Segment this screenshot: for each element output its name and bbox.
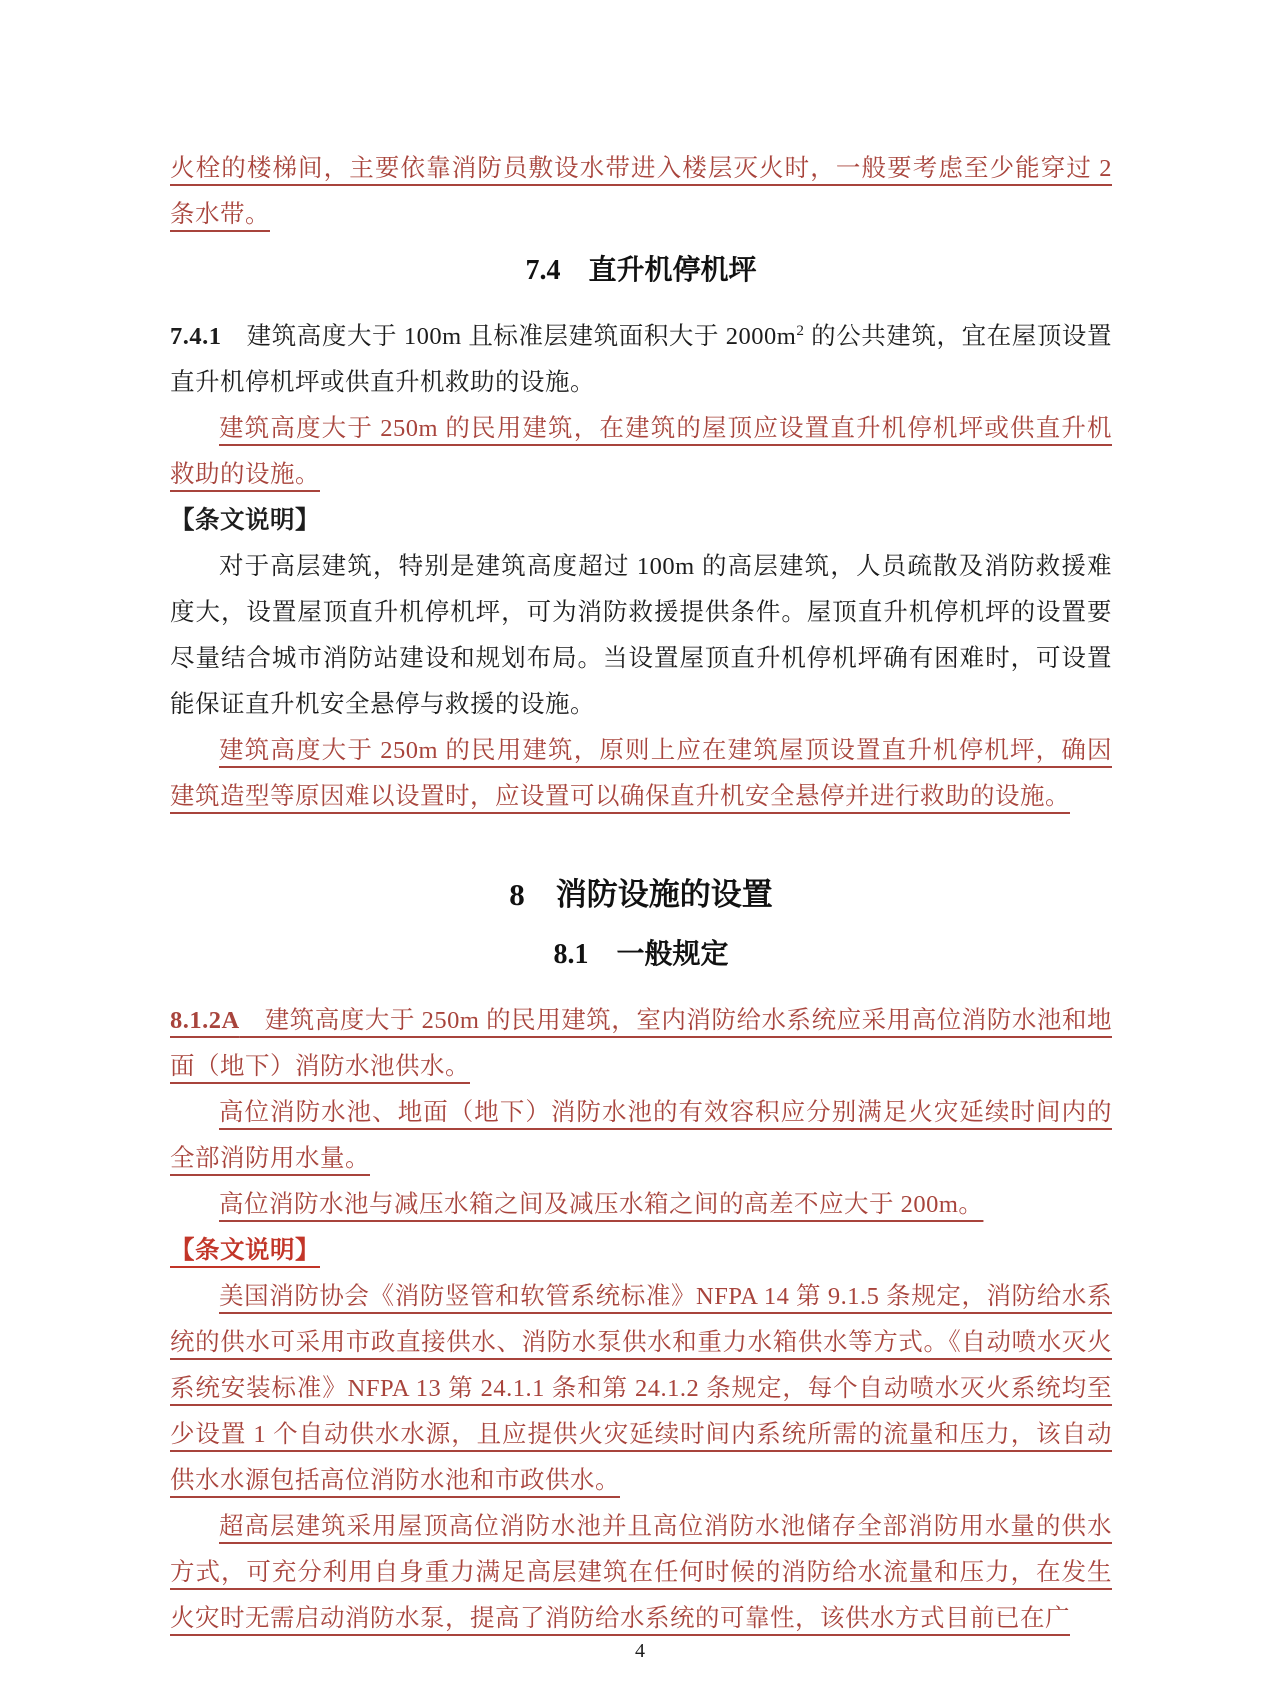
section-heading-7-4: 7.4 直升机停机坪 [525,255,757,286]
clause-7-4-1-revision: 建筑高度大于 250m 的民用建筑，在建筑的屋顶应设置直升机停机坪或供直升机救助的设施。 [170,415,1112,488]
clause-8-1-2a-height-difference: 高位消防水池与减压水箱之间及减压水箱之间的高差不应大于 200m。 [219,1191,984,1218]
explanation-paragraph-gravity-tank: 超高层建筑采用屋顶高位消防水池并且高位消防水池储存全部消防用水量的供水方式，可充分利用自身重力满足高层建筑在任何时候的消防给水流量和压力，在发生火灾时无需启动消防水泵，提高了消防给水系统的可靠性，该供水方式目前已在广 [170,1513,1112,1632]
explanation-paragraph-helipad: 对于高层建筑，特别是建筑高度超过 100m 的高层建筑，人员疏散及消防救援难度大，设置屋顶直升机停机坪，可为消防救援提供条件。屋顶直升机停机坪的设置要尽量结合城市消防站建设和规划布局。当设置屋顶直升机停机坪确有困难时，可设置能保证直升机安全悬停与救援的设施。 [170,553,1112,718]
clause-7-4-1: 7.4.1 建筑高度大于 100m 且标准层建筑面积大于 $2000m^2$ 的公共建筑，宜在屋顶设置直升机停机坪或供直升机救助的设施。 [170,321,1112,396]
explanation-paragraph-nfpa: 美国消防协会《消防竖管和软管系统标准》NFPA 14 第 9.1.5 条规定，消防给水系统的供水可采用市政直接供水、消防水泵供水和重力水箱供水等方式。《自动喷水灭火系统安装标准》NFPA 13 第 24.1.1 条和第 24.1.2 条规定，每个自动喷水灭火系统均至少设置 1 个自动供水水源，且应提供火灾延续时间内系统所需的流量和压力，该自动供水水源包括高位消防水池和市政供水。 [170,1283,1112,1494]
explanation-paragraph-helipad-revision: 建筑高度大于 250m 的民用建筑，原则上应在建筑屋顶设置直升机停机坪，确因建筑造型等原因难以设置时，应设置可以确保直升机安全悬停并进行救助的设施。 [170,737,1112,810]
clause-8-1-2a: 8.1.2A 建筑高度大于 250m 的民用建筑，室内消防给水系统应采用高位消防水池和地面（地下）消防水池供水。 [170,1007,1112,1080]
clause-explanation-label-black: 【条文说明】 [170,507,320,534]
document-body [170,146,1112,1642]
page-number: 4 [635,1640,645,1662]
clause-explanation-label-red: 【条文说明】 [170,1237,320,1264]
chapter-heading-8: 8 消防设施的设置 [509,877,773,912]
clause-8-1-2a-volume: 高位消防水池、地面（地下）消防水池的有效容积应分别满足火灾延续时间内的全部消防用水量。 [170,1099,1112,1172]
section-heading-8-1: 8.1 一般规定 [553,939,729,970]
paragraph-continuation-hydrant-stairs: 火栓的楼梯间，主要依靠消防员敷设水带进入楼层灭火时，一般要考虑至少能穿过 2 条水带。 [170,155,1112,228]
